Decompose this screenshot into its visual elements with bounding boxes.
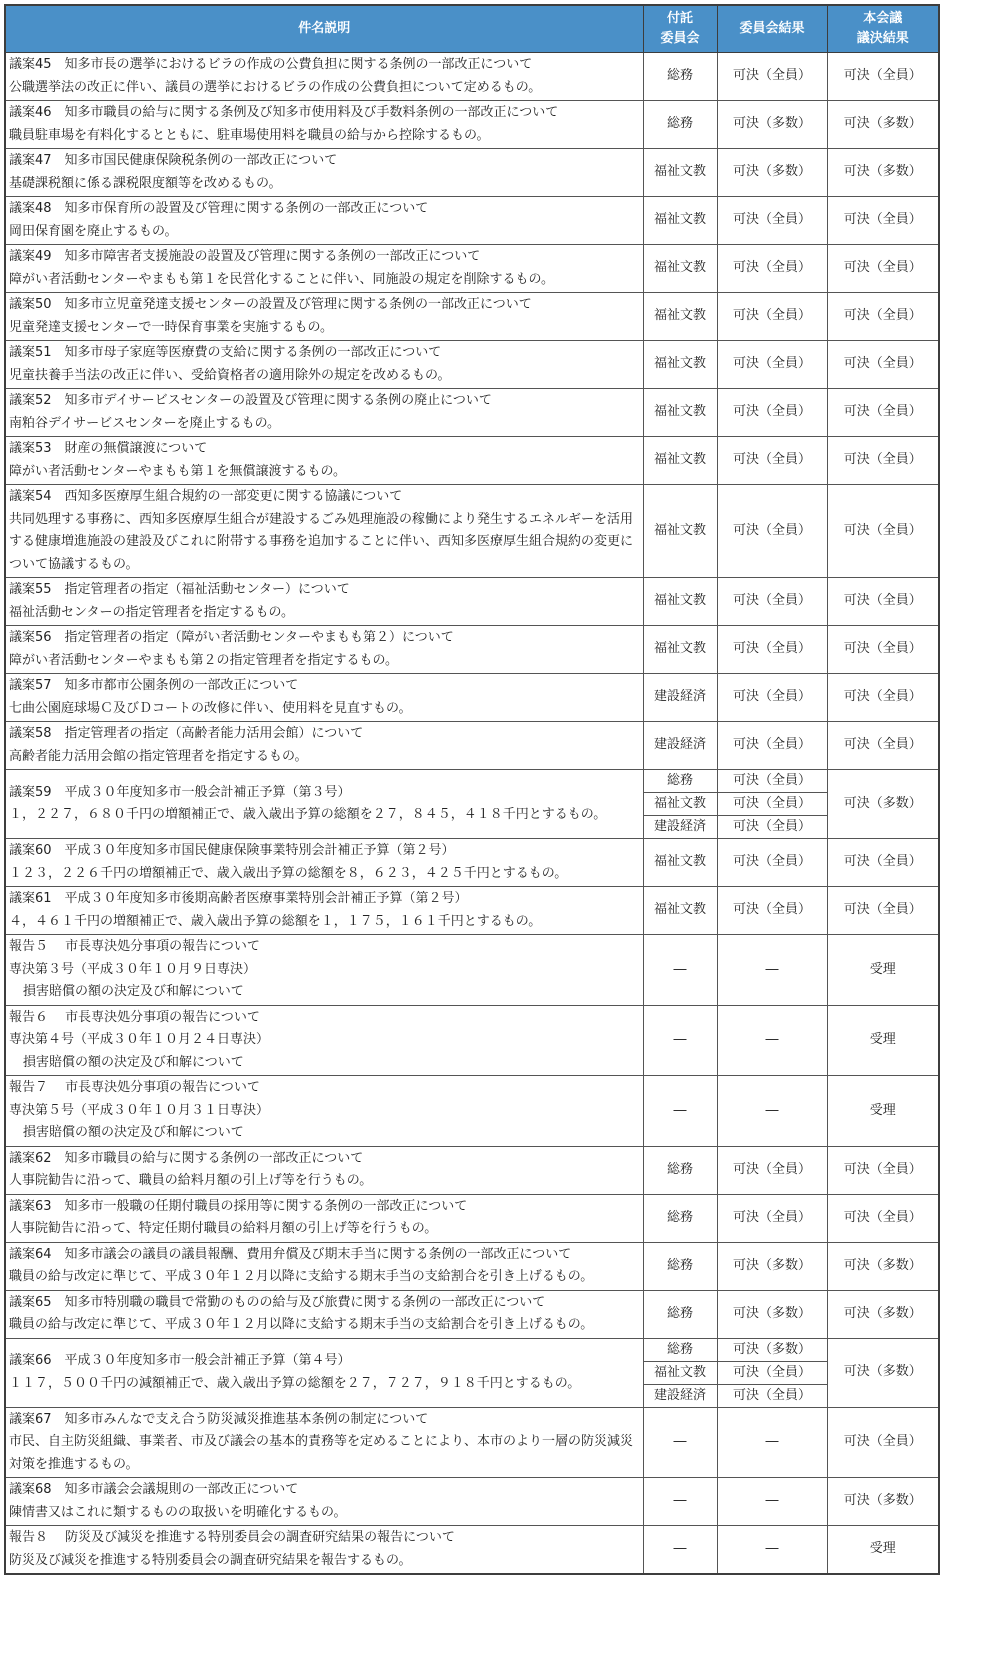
- item-description: [5, 935, 643, 1006]
- committee-cell: 福祉文教: [643, 437, 717, 485]
- item-description: [5, 293, 643, 341]
- item-detail: 障がい者活動センターやまもも第１を民営化することに伴い、同施設の規定を削除するもの。: [9, 271, 554, 287]
- committee-result-cell: 可決（全員）: [717, 793, 827, 816]
- results-table-wrapper: [4, 4, 938, 1575]
- item-description: [5, 101, 643, 149]
- item-description: [5, 149, 643, 197]
- item-title: 議案64 知多市議会の議員の議員報酬、費用弁償及び期末手当に関する条例の一部改正について: [9, 1246, 572, 1262]
- table-row: [5, 437, 939, 485]
- committee-result-cell: 可決（全員）: [717, 770, 827, 793]
- committee-result-cell: 可決（全員）: [717, 1194, 827, 1242]
- plenary-result-cell: 可決（全員）: [827, 887, 939, 935]
- plenary-result-cell: 可決（多数）: [827, 149, 939, 197]
- item-description: [5, 197, 643, 245]
- table-row: [5, 1146, 939, 1194]
- committee-cell: ―: [643, 935, 717, 1006]
- plenary-result-cell: 可決（全員）: [827, 293, 939, 341]
- header-committee: [643, 5, 717, 53]
- table-row: [5, 389, 939, 437]
- item-detail: 職員の給与改定に準じて、平成３０年１２月以降に支給する期末手当の支給割合を引き上げるもの。: [9, 1317, 594, 1332]
- table-row: [5, 101, 939, 149]
- committee-result-cell: ―: [717, 1526, 827, 1575]
- plenary-result-cell: 可決（全員）: [827, 53, 939, 101]
- item-detail: 児童発達支援センターで一時保育事業を実施するもの。: [9, 319, 333, 335]
- header-committee-line-2: 委員会: [660, 31, 700, 46]
- header-committee-line-1: 付託: [666, 11, 693, 26]
- table-row: [5, 1194, 939, 1242]
- committee-cell: 総務: [643, 1338, 717, 1361]
- item-title: 議案52 知多市デイサービスセンターの設置及び管理に関する条例の廃止について: [9, 393, 492, 408]
- item-title: 議案56 指定管理者の指定（障がい者活動センターやまもも第２）について: [9, 630, 454, 645]
- committee-result-cell: 可決（多数）: [717, 1242, 827, 1290]
- header-plenary-line-2: 議決結果: [856, 31, 909, 46]
- table-row: [5, 1338, 939, 1361]
- committee-result-cell: 可決（全員）: [717, 839, 827, 887]
- plenary-result-cell: 可決（多数）: [827, 1478, 939, 1526]
- item-detail: 七曲公園庭球場Ｃ及びＤコートの改修に伴い、使用料を見直すもの。: [9, 700, 412, 716]
- committee-result-cell: 可決（全員）: [717, 578, 827, 626]
- committee-cell: 福祉文教: [643, 389, 717, 437]
- item-description: [5, 389, 643, 437]
- item-detail: 共同処理する事務に、西知多医療厚生組合が建設するごみ処理施設の稼働により発生するエネルギーを活用する健康増進施設の建設及びこれに附帯する事務を追加することに伴い、西知多医療厚生組合規約の変更について協議するもの。: [9, 511, 634, 572]
- item-title: 議案65 知多市特別職の職員で常勤のものの給与及び旅費に関する条例の一部改正について: [9, 1294, 546, 1310]
- item-detail: １，２２７，６８０千円の増額補正で、歳入歳出予算の総額を２７，８４５，４１８千円とするもの。: [9, 807, 607, 822]
- item-detail: １１７，５００千円の減額補正で、歳入歳出予算の総額を２７，７２７，９１８千円とするもの。: [9, 1375, 581, 1391]
- item-detail: 障がい者活動センターやまもも第２の指定管理者を指定するもの。: [9, 652, 398, 668]
- header-row: [5, 5, 939, 53]
- committee-result-cell: 可決（全員）: [717, 341, 827, 389]
- item-detail: 専決第３号（平成３０年１０月９日専決）: [9, 961, 257, 977]
- committee-cell: 福祉文教: [643, 1361, 717, 1384]
- committee-cell: 福祉文教: [643, 578, 717, 626]
- item-description: [5, 1407, 643, 1478]
- table-row: [5, 1407, 939, 1478]
- item-title: 報告８ 防災及び減災を推進する特別委員会の調査研究結果の報告について: [9, 1530, 455, 1545]
- item-description: [5, 1194, 643, 1242]
- item-description: [5, 1526, 643, 1575]
- item-description: [5, 626, 643, 674]
- item-description: [5, 1076, 643, 1147]
- item-detail: 障がい者活動センターやまもも第１を無償譲渡するもの。: [9, 463, 346, 479]
- item-description: [5, 674, 643, 722]
- committee-cell: 福祉文教: [643, 887, 717, 935]
- plenary-result-cell: 可決（全員）: [827, 485, 939, 578]
- plenary-result-cell: 可決（全員）: [827, 341, 939, 389]
- committee-cell: 総務: [643, 770, 717, 793]
- item-title: 議案55 指定管理者の指定（福祉活動センター）について: [9, 582, 350, 597]
- committee-result-cell: 可決（全員）: [717, 245, 827, 293]
- item-description: [5, 887, 643, 935]
- table-row: [5, 1526, 939, 1575]
- item-description: [5, 1242, 643, 1290]
- table-row: [5, 197, 939, 245]
- table-row: [5, 578, 939, 626]
- plenary-result-cell: 可決（全員）: [827, 722, 939, 770]
- committee-result-cell: 可決（多数）: [717, 1290, 827, 1338]
- item-description: [5, 1290, 643, 1338]
- table-row: [5, 1242, 939, 1290]
- item-title: 議案54 西知多医療厚生組合規約の一部変更に関する協議について: [9, 489, 403, 504]
- item-detail: 損害賠償の額の決定及び和解について: [23, 1054, 244, 1070]
- committee-cell: 建設経済: [643, 722, 717, 770]
- item-detail: 人事院勧告に沿って、特定任期付職員の給料月額の引上げ等を行うもの。: [9, 1221, 438, 1236]
- table-row: [5, 887, 939, 935]
- table-row: [5, 1478, 939, 1526]
- plenary-result-cell: 可決（全員）: [827, 245, 939, 293]
- committee-result-cell: 可決（全員）: [717, 485, 827, 578]
- item-title: 議案58 指定管理者の指定（高齢者能力活用会館）について: [9, 726, 364, 741]
- table-row: [5, 485, 939, 578]
- table-row: [5, 245, 939, 293]
- committee-result-cell: 可決（全員）: [717, 197, 827, 245]
- committee-result-cell: ―: [717, 935, 827, 1006]
- table-row: [5, 722, 939, 770]
- committee-result-cell: 可決（全員）: [717, 53, 827, 101]
- item-detail: 南粕谷デイサービスセンターを廃止するもの。: [9, 415, 281, 431]
- committee-result-cell: 可決（全員）: [717, 437, 827, 485]
- plenary-result-cell: 可決（全員）: [827, 1194, 939, 1242]
- item-title: 議案46 知多市職員の給与に関する条例及び知多市使用料及び手数料条例の一部改正について: [9, 105, 559, 120]
- item-detail: 職員の給与改定に準じて、平成３０年１２月以降に支給する期末手当の支給割合を引き上げるもの。: [9, 1269, 594, 1284]
- plenary-result-cell: 可決（多数）: [827, 1338, 939, 1407]
- plenary-result-cell: 可決（多数）: [827, 1242, 939, 1290]
- item-detail: 児童扶養手当法の改正に伴い、受給資格者の適用除外の規定を改めるもの。: [9, 367, 451, 383]
- item-detail: 人事院勧告に沿って、職員の給料月額の引上げ等を行うもの。: [9, 1173, 373, 1188]
- header-committee-result: 委員会結果: [717, 5, 827, 53]
- item-detail: 陳情書又はこれに類するものの取扱いを明確化するもの。: [9, 1504, 347, 1520]
- item-title: 議案62 知多市職員の給与に関する条例の一部改正について: [9, 1150, 364, 1166]
- plenary-result-cell: 可決（多数）: [827, 1290, 939, 1338]
- committee-result-cell: 可決（全員）: [717, 626, 827, 674]
- committee-cell: 総務: [643, 1146, 717, 1194]
- plenary-result-cell: 可決（全員）: [827, 674, 939, 722]
- committee-result-cell: 可決（多数）: [717, 149, 827, 197]
- table-row: [5, 1076, 939, 1147]
- item-title: 議案63 知多市一般職の任期付職員の採用等に関する条例の一部改正について: [9, 1198, 468, 1214]
- item-title: 議案60 平成３０年度知多市国民健康保険事業特別会計補正予算（第２号）: [9, 843, 455, 858]
- committee-result-cell: 可決（多数）: [717, 1338, 827, 1361]
- item-detail: １２３，２２６千円の増額補正で、歳入歳出予算の総額を８，６２３，４２５千円とするもの。: [9, 865, 568, 881]
- committee-cell: ―: [643, 1407, 717, 1478]
- item-title: 議案59 平成３０年度知多市一般会計補正予算（第３号）: [9, 784, 351, 800]
- plenary-result-cell: 可決（全員）: [827, 197, 939, 245]
- header-description: 件名説明: [5, 5, 643, 53]
- item-title: 議案50 知多市立児童発達支援センターの設置及び管理に関する条例の一部改正について: [9, 297, 532, 312]
- committee-cell: 総務: [643, 101, 717, 149]
- item-detail: ４，４６１千円の増額補正で、歳入歳出予算の総額を１，１７５，１６１千円とするもの。: [9, 913, 542, 929]
- table-row: [5, 839, 939, 887]
- item-description: [5, 341, 643, 389]
- item-description: [5, 770, 643, 839]
- item-description: [5, 839, 643, 887]
- item-description: [5, 1478, 643, 1526]
- item-detail: 公職選挙法の改正に伴い、議員の選挙におけるビラの作成の公費負担について定めるもの。: [9, 79, 542, 95]
- plenary-result-cell: 受理: [827, 1526, 939, 1575]
- committee-cell: 福祉文教: [643, 293, 717, 341]
- item-description: [5, 437, 643, 485]
- table-row: [5, 770, 939, 793]
- committee-cell: 総務: [643, 1194, 717, 1242]
- item-description: [5, 245, 643, 293]
- committee-result-cell: ―: [717, 1478, 827, 1526]
- plenary-result-cell: 可決（多数）: [827, 770, 939, 839]
- committee-result-cell: 可決（多数）: [717, 101, 827, 149]
- item-description: [5, 1338, 643, 1407]
- item-detail: 損害賠償の額の決定及び和解について: [23, 1125, 244, 1140]
- plenary-result-cell: 受理: [827, 1076, 939, 1147]
- table-row: [5, 1005, 939, 1076]
- committee-cell: 福祉文教: [643, 793, 717, 816]
- item-description: [5, 1146, 643, 1194]
- plenary-result-cell: 可決（全員）: [827, 1407, 939, 1478]
- committee-cell: ―: [643, 1526, 717, 1575]
- committee-cell: ―: [643, 1076, 717, 1147]
- item-title: 議案51 知多市母子家庭等医療費の支給に関する条例の一部改正について: [9, 345, 442, 360]
- plenary-result-cell: 受理: [827, 935, 939, 1006]
- table-row: [5, 149, 939, 197]
- item-detail: 基礎課税額に係る課税限度額等を改めるもの。: [9, 175, 282, 191]
- committee-result-cell: ―: [717, 1407, 827, 1478]
- plenary-result-cell: 可決（全員）: [827, 626, 939, 674]
- committee-cell: 建設経済: [643, 816, 717, 839]
- committee-result-cell: 可決（全員）: [717, 816, 827, 839]
- table-row: [5, 53, 939, 101]
- committee-cell: 福祉文教: [643, 839, 717, 887]
- item-detail: 専決第４号（平成３０年１０月２４日専決）: [9, 1032, 270, 1047]
- item-title: 議案68 知多市議会会議規則の一部改正について: [9, 1482, 299, 1497]
- item-title: 議案53 財産の無償譲渡について: [9, 441, 208, 456]
- item-title: 報告５ 市長専決処分事項の報告について: [9, 939, 260, 954]
- committee-cell: 建設経済: [643, 1384, 717, 1407]
- item-title: 議案49 知多市障害者支援施設の設置及び管理に関する条例の一部改正について: [9, 249, 481, 264]
- committee-result-cell: 可決（全員）: [717, 1384, 827, 1407]
- item-description: [5, 578, 643, 626]
- item-detail: 福祉活動センターの指定管理者を指定するもの。: [9, 604, 294, 620]
- committee-cell: 総務: [643, 1290, 717, 1338]
- item-detail: 専決第５号（平成３０年１０月３１日専決）: [9, 1102, 270, 1118]
- item-detail: 市民、自主防災組織、事業者、市及び議会の基本的責務等を定めることにより、本市のより一層の防災減災対策を推進するもの。: [9, 1434, 634, 1472]
- item-detail: 岡田保育園を廃止するもの。: [9, 223, 178, 239]
- committee-cell: 総務: [643, 1242, 717, 1290]
- committee-result-cell: ―: [717, 1005, 827, 1076]
- table-row: [5, 935, 939, 1006]
- committee-cell: 福祉文教: [643, 341, 717, 389]
- item-title: 議案61 平成３０年度知多市後期高齢者医療事業特別会計補正予算（第２号）: [9, 891, 468, 906]
- plenary-result-cell: 可決（全員）: [827, 578, 939, 626]
- committee-result-cell: 可決（全員）: [717, 1146, 827, 1194]
- committee-cell: 福祉文教: [643, 149, 717, 197]
- committee-result-cell: ―: [717, 1076, 827, 1147]
- plenary-result-cell: 可決（全員）: [827, 1146, 939, 1194]
- header-plenary-line-1: 本会議: [863, 11, 903, 26]
- committee-cell: 福祉文教: [643, 245, 717, 293]
- item-title: 報告６ 市長専決処分事項の報告について: [9, 1009, 260, 1025]
- item-description: [5, 485, 643, 578]
- plenary-result-cell: 受理: [827, 1005, 939, 1076]
- committee-cell: 福祉文教: [643, 626, 717, 674]
- plenary-result-cell: 可決（全員）: [827, 389, 939, 437]
- plenary-result-cell: 可決（全員）: [827, 437, 939, 485]
- item-title: 議案45 知多市長の選挙におけるビラの作成の公費負担に関する条例の一部改正について: [9, 57, 533, 72]
- table-row: [5, 293, 939, 341]
- committee-result-cell: 可決（全員）: [717, 722, 827, 770]
- item-detail: 高齢者能力活用会館の指定管理者を指定するもの。: [9, 748, 308, 764]
- header-plenary-result: [827, 5, 939, 53]
- item-title: 議案57 知多市都市公園条例の一部改正について: [9, 678, 299, 693]
- committee-cell: ―: [643, 1005, 717, 1076]
- committee-result-cell: 可決（全員）: [717, 887, 827, 935]
- item-title: 議案67 知多市みんなで支え合う防災減災推進基本条例の制定について: [9, 1411, 429, 1427]
- table-header: [5, 5, 939, 53]
- item-title: 議案48 知多市保育所の設置及び管理に関する条例の一部改正について: [9, 201, 429, 216]
- committee-cell: 総務: [643, 53, 717, 101]
- committee-result-cell: 可決（全員）: [717, 674, 827, 722]
- item-description: [5, 722, 643, 770]
- item-description: [5, 1005, 643, 1076]
- item-title: 議案47 知多市国民健康保険税条例の一部改正について: [9, 153, 338, 168]
- table-row: [5, 674, 939, 722]
- committee-cell: 福祉文教: [643, 485, 717, 578]
- plenary-result-cell: 可決（全員）: [827, 839, 939, 887]
- plenary-result-cell: 可決（多数）: [827, 101, 939, 149]
- committee-result-cell: 可決（全員）: [717, 293, 827, 341]
- committee-cell: 建設経済: [643, 674, 717, 722]
- item-title: 報告７ 市長専決処分事項の報告について: [9, 1080, 260, 1095]
- item-detail: 防災及び減災を推進する特別委員会の調査研究結果を報告するもの。: [9, 1552, 412, 1568]
- committee-cell: ―: [643, 1478, 717, 1526]
- table-row: [5, 341, 939, 389]
- item-description: [5, 53, 643, 101]
- item-detail: 職員駐車場を有料化するとともに、駐車場使用料を職員の給与から控除するもの。: [9, 127, 490, 143]
- table-row: [5, 626, 939, 674]
- item-detail: 損害賠償の額の決定及び和解について: [23, 984, 244, 999]
- committee-result-cell: 可決（全員）: [717, 1361, 827, 1384]
- committee-result-cell: 可決（全員）: [717, 389, 827, 437]
- table-row: [5, 1290, 939, 1338]
- item-title: 議案66 平成３０年度知多市一般会計補正予算（第４号）: [9, 1353, 351, 1368]
- council-results-table: [4, 4, 940, 1575]
- table-body: [5, 53, 939, 1575]
- committee-cell: 福祉文教: [643, 197, 717, 245]
